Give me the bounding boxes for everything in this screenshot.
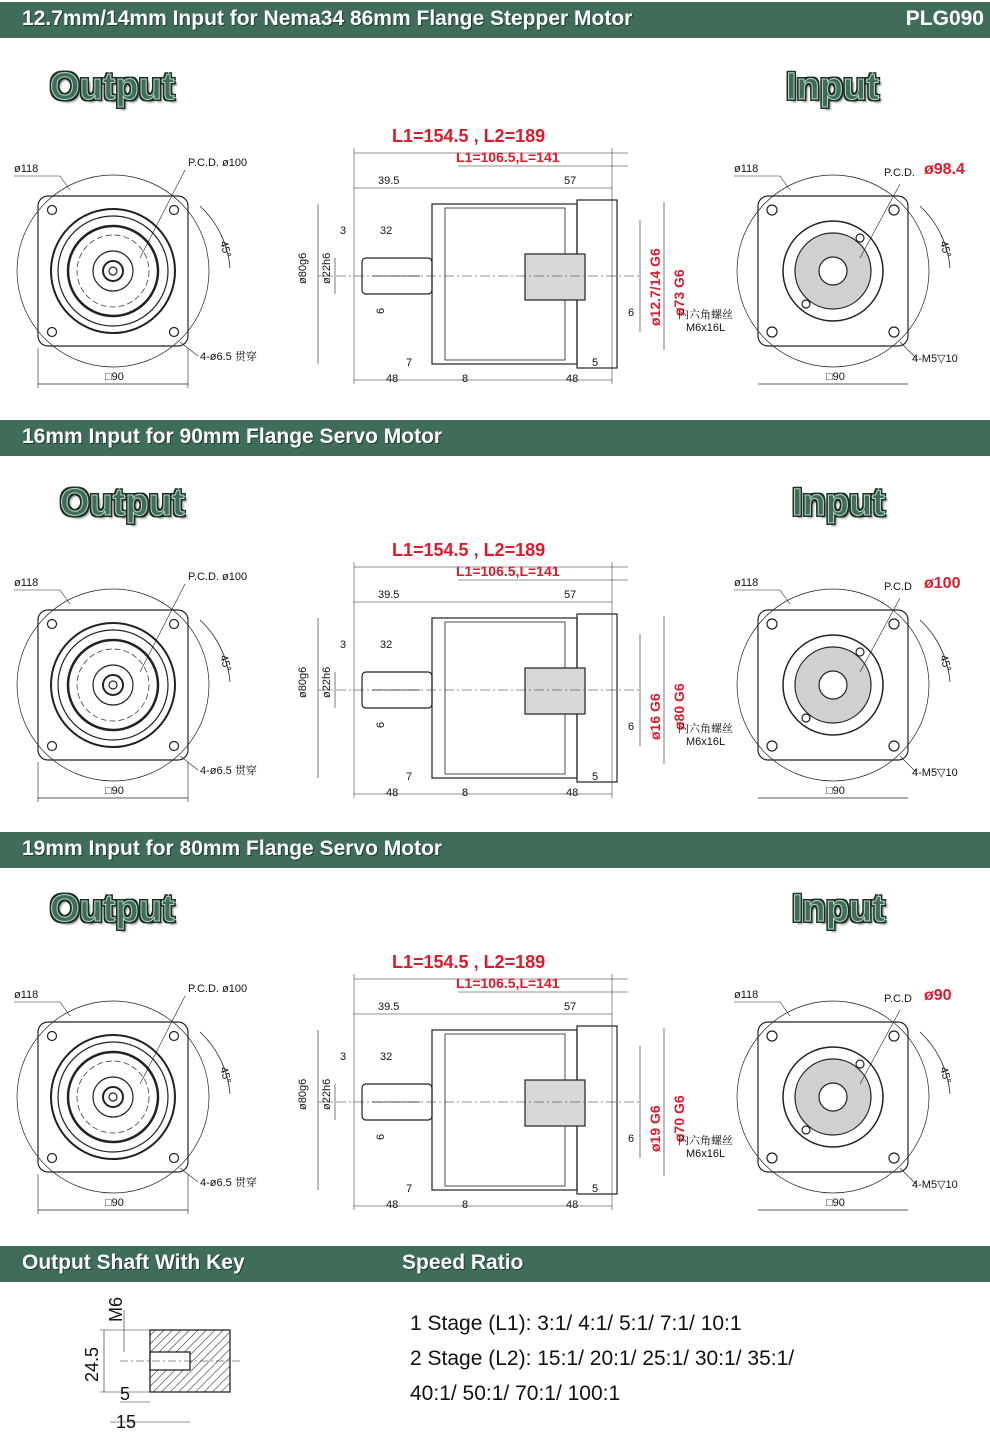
bottom-banner xyxy=(0,1246,990,1282)
input-bore xyxy=(525,668,585,714)
stage2-ratios: 2 Stage (L2): 15:1/ 20:1/ 25:1/ 30:1/ 35:1/ xyxy=(410,1347,795,1370)
dim-text: 48 xyxy=(566,787,579,799)
dim-text: 4-ø6.5 贯穿 xyxy=(200,351,257,363)
input-pcd: ø98.4 xyxy=(924,161,965,178)
dim-text: 7 xyxy=(406,1183,413,1195)
input-label: Input xyxy=(786,66,879,108)
dim-text: 5 xyxy=(592,771,599,783)
mount-hole xyxy=(170,742,179,751)
dim-text: 48 xyxy=(386,787,399,799)
mount-hole xyxy=(170,1032,179,1041)
spigot-dia: ø73 G6 xyxy=(671,269,687,316)
mount-hole xyxy=(48,620,57,629)
dim-text: 6 xyxy=(628,1133,635,1145)
section-banner-2 xyxy=(0,420,990,456)
output-label: Output xyxy=(50,66,175,108)
mount-hole xyxy=(48,1032,57,1041)
dim-text: 8 xyxy=(462,373,469,385)
input-pcd: ø100 xyxy=(924,575,961,592)
dim-text: 57 xyxy=(564,589,577,601)
dim-text: ø22h6 xyxy=(321,252,333,284)
dim-text: P.C.D. ø100 xyxy=(188,157,248,169)
dim-text: ø118 xyxy=(14,577,39,589)
dim-text: 3 xyxy=(340,225,347,237)
dim-text: 4-ø6.5 贯穿 xyxy=(200,1177,257,1189)
input-pcd: ø90 xyxy=(924,987,952,1004)
drawing-section-1 xyxy=(0,118,990,408)
dim-text: 57 xyxy=(564,175,577,187)
output-outer-circle xyxy=(17,589,209,781)
dim-text: 48 xyxy=(386,373,399,385)
output-view xyxy=(14,584,230,802)
dim-text: □90 xyxy=(826,1197,845,1209)
shaft-key-drawing xyxy=(0,1290,300,1440)
dim-text: P.C.D. ø100 xyxy=(188,571,248,583)
input-label: Input xyxy=(792,482,885,524)
dim-text: 39.5 xyxy=(378,175,400,187)
output-flange-square xyxy=(38,1022,188,1172)
dim-text: P.C.D. ø100 xyxy=(188,983,248,995)
side-view xyxy=(318,562,664,798)
dim-text: 内六角螺丝 xyxy=(678,309,733,321)
input-bore xyxy=(525,1080,585,1126)
dim-text: ø118 xyxy=(14,989,39,1001)
dim-text: P.C.D xyxy=(884,581,912,593)
output-flange-square xyxy=(38,196,188,346)
output-label: Output xyxy=(60,482,185,524)
mount-hole xyxy=(48,328,57,337)
dim-text: ø118 xyxy=(734,577,759,589)
dim-text: 45° xyxy=(217,1065,234,1085)
output-outer-circle xyxy=(17,1001,209,1193)
bore-dia: ø16 G6 xyxy=(647,693,663,740)
section-banner-3 xyxy=(0,832,990,868)
dim-5: 5 xyxy=(120,1384,131,1404)
length-red2: L1=106.5,L=141 xyxy=(456,149,560,165)
input-bore xyxy=(525,254,585,300)
dim-text: 7 xyxy=(406,771,413,783)
dim-text: 3 xyxy=(340,1051,347,1063)
section-title: 19mm Input for 80mm Flange Servo Motor xyxy=(22,837,443,860)
spigot-dia: ø70 G6 xyxy=(671,1095,687,1142)
output-view xyxy=(14,996,230,1214)
dim-text: ø80g6 xyxy=(297,252,309,284)
dim-text: 48 xyxy=(566,1199,579,1211)
dim-15: 15 xyxy=(116,1412,137,1432)
dim-m6: M6 xyxy=(106,1296,126,1322)
dim-text: P.C.D xyxy=(884,993,912,1005)
dim-text: 4-ø6.5 贯穿 xyxy=(200,765,257,777)
mount-hole xyxy=(170,206,179,215)
drawing-section-3 xyxy=(0,944,990,1234)
length-red: L1=154.5 , L2=189 xyxy=(392,540,546,560)
dim-24-5: 24.5 xyxy=(82,1346,102,1382)
output-view xyxy=(14,170,230,388)
dim-text: 内六角螺丝 xyxy=(678,723,733,735)
dim-text: 5 xyxy=(592,1183,599,1195)
model-code: PLG090 xyxy=(905,7,984,30)
bore-dia: ø19 G6 xyxy=(647,1105,663,1152)
ratio-title: Speed Ratio xyxy=(402,1251,524,1274)
output-flange-square xyxy=(38,610,188,760)
dim-text: 48 xyxy=(566,373,579,385)
dim-text: M6x16L xyxy=(686,322,726,334)
dim-text: 45° xyxy=(937,653,954,673)
stage2-ratios-cont: 40:1/ 50:1/ 70:1/ 100:1 xyxy=(410,1382,621,1405)
dim-text: 6 xyxy=(628,307,635,319)
dim-text: 6 xyxy=(628,721,635,733)
length-red: L1=154.5 , L2=189 xyxy=(392,126,546,146)
dim-text: P.C.D. xyxy=(884,167,915,179)
dim-text: 32 xyxy=(380,639,393,651)
dim-text: 4-M5▽10 xyxy=(912,767,958,779)
dim-text: 4-M5▽10 xyxy=(912,353,958,365)
dim-text: ø22h6 xyxy=(321,1078,333,1110)
dim-text: □90 xyxy=(105,785,124,797)
dim-text: □90 xyxy=(105,1197,124,1209)
bore-dia: ø12.7/14 G6 xyxy=(647,248,663,326)
mount-hole xyxy=(48,1154,57,1163)
dim-text: 45° xyxy=(937,239,954,259)
dim-text: 48 xyxy=(386,1199,399,1211)
dim-text: 6 xyxy=(375,721,387,728)
dim-text: ø118 xyxy=(734,989,759,1001)
dim-text: 32 xyxy=(380,225,393,237)
dim-text: 32 xyxy=(380,1051,393,1063)
dim-text: 7 xyxy=(406,357,413,369)
dim-text: 5 xyxy=(592,357,599,369)
shaft-title: Output Shaft With Key xyxy=(22,1251,245,1274)
length-red2: L1=106.5,L=141 xyxy=(456,563,560,579)
section-title: 12.7mm/14mm Input for Nema34 86mm Flange Stepper Motor xyxy=(22,7,633,30)
side-view xyxy=(318,974,664,1210)
dim-text: M6x16L xyxy=(686,1148,726,1160)
dim-text: ø80g6 xyxy=(297,1078,309,1110)
dim-text: 45° xyxy=(217,239,234,259)
dim-text: 57 xyxy=(564,1001,577,1013)
dim-text: 4-M5▽10 xyxy=(912,1179,958,1191)
dim-text: M6x16L xyxy=(686,736,726,748)
stage1-ratios: 1 Stage (L1): 3:1/ 4:1/ 5:1/ 7:1/ 10:1 xyxy=(410,1312,742,1335)
output-outer-circle xyxy=(17,175,209,367)
dim-text: □90 xyxy=(105,371,124,383)
mount-hole xyxy=(170,620,179,629)
length-red2: L1=106.5,L=141 xyxy=(456,975,560,991)
dim-text: □90 xyxy=(826,371,845,383)
dim-text: 45° xyxy=(217,653,234,673)
input-label: Input xyxy=(792,888,885,930)
output-label: Output xyxy=(50,888,175,930)
dim-text: 8 xyxy=(462,787,469,799)
speed-ratio-list xyxy=(410,1306,794,1411)
dim-text: 6 xyxy=(375,1133,387,1140)
dim-text: ø80g6 xyxy=(297,666,309,698)
mount-hole xyxy=(48,206,57,215)
spigot-dia: ø80 G6 xyxy=(671,683,687,730)
dim-text: 39.5 xyxy=(378,589,400,601)
dim-text: 6 xyxy=(375,307,387,314)
mount-hole xyxy=(48,742,57,751)
dim-text: ø22h6 xyxy=(321,666,333,698)
dim-text: 45° xyxy=(937,1065,954,1085)
length-red: L1=154.5 , L2=189 xyxy=(392,952,546,972)
dim-text: 39.5 xyxy=(378,1001,400,1013)
dim-text: ø118 xyxy=(14,163,39,175)
dim-text: □90 xyxy=(826,785,845,797)
dim-text: 8 xyxy=(462,1199,469,1211)
dim-text: 3 xyxy=(340,639,347,651)
drawing-section-2 xyxy=(0,532,990,822)
dim-text: ø118 xyxy=(734,163,759,175)
side-view xyxy=(318,148,664,384)
section-banner-1 xyxy=(0,2,990,38)
section-title: 16mm Input for 90mm Flange Servo Motor xyxy=(22,425,443,448)
mount-hole xyxy=(170,1154,179,1163)
dim-text: 内六角螺丝 xyxy=(678,1135,733,1147)
mount-hole xyxy=(170,328,179,337)
